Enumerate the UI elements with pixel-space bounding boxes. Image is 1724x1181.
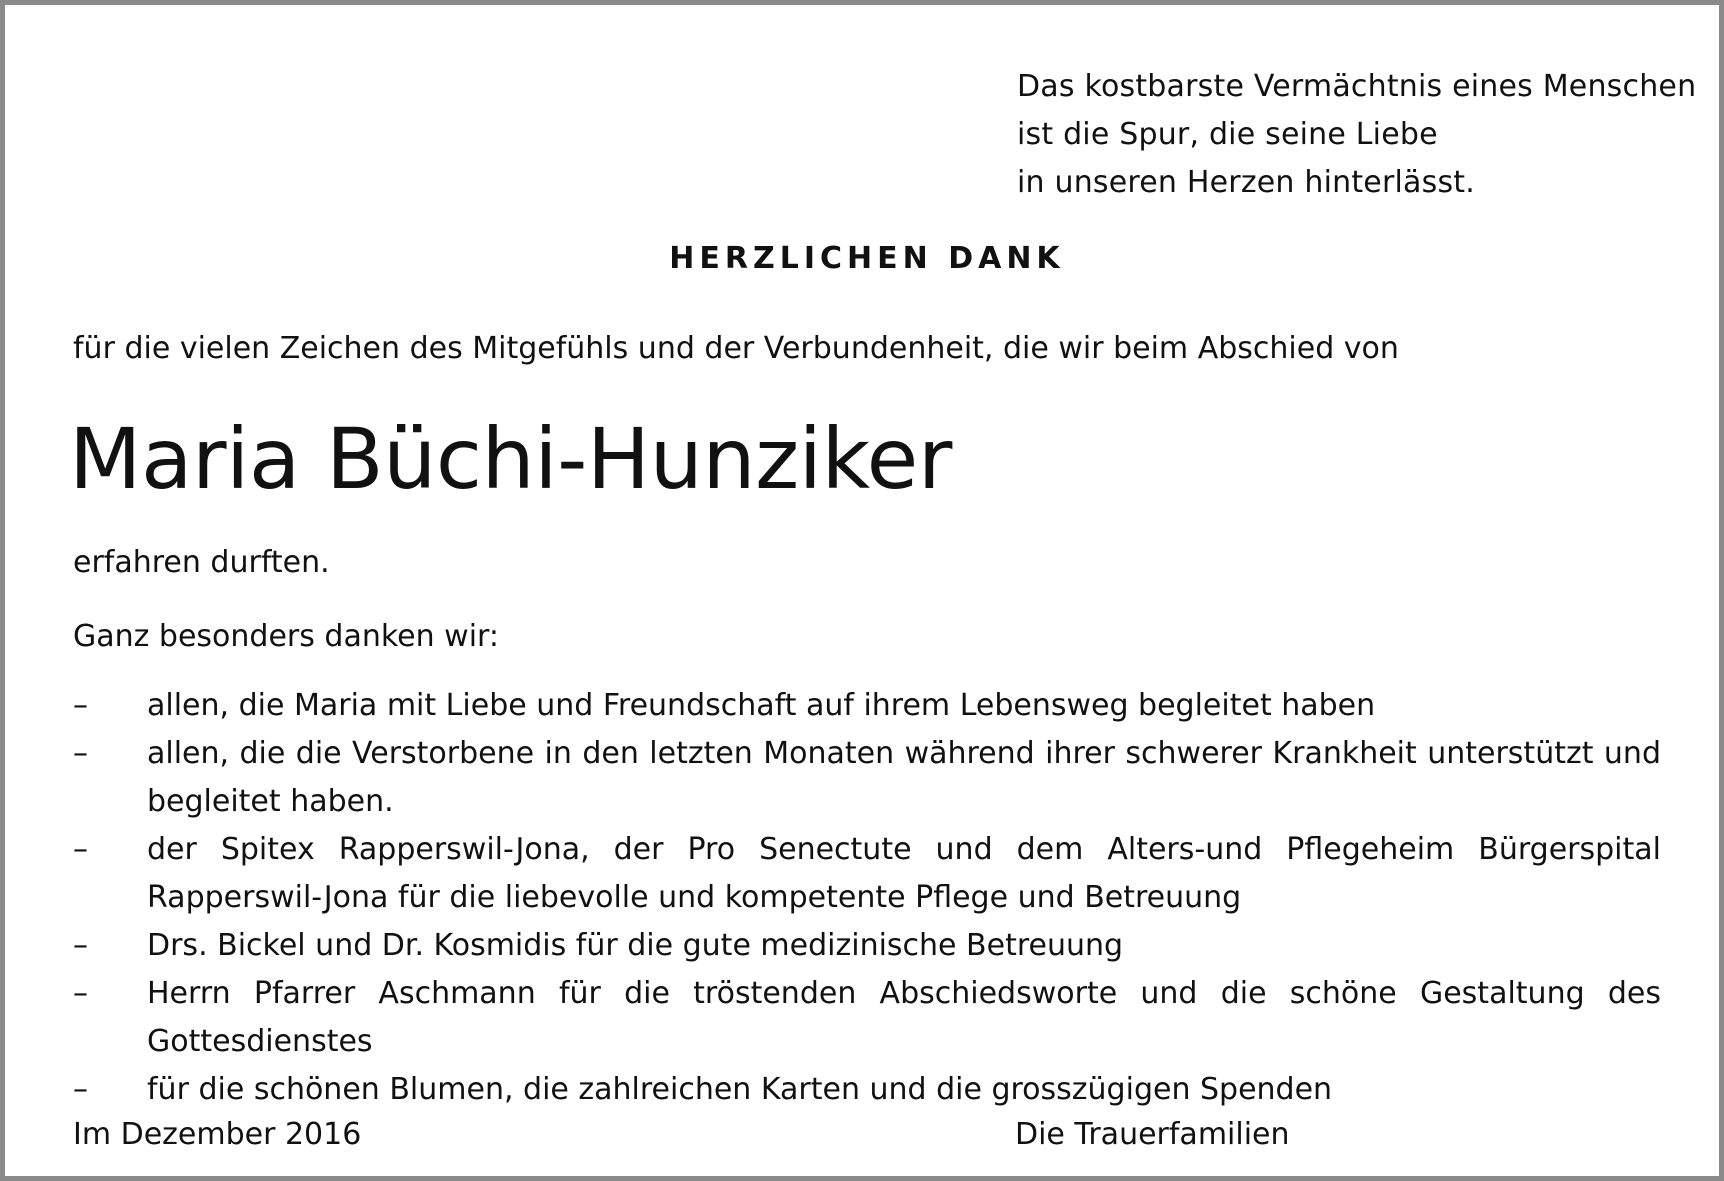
thanks-list [73,682,1661,1114]
thanks-item-text: allen, die Maria mit Liebe und Freundschaft auf ihrem Lebensweg begleitet haben [147,688,1376,723]
deceased-name: Maria Büchi-Hunziker [69,410,952,508]
thanks-item-text: für die schönen Blumen, die zahlreichen Karten und die grosszügigen Spenden [147,1072,1333,1107]
after-name-text: erfahren durften. [73,545,330,580]
dash-bullet: – [73,976,88,1011]
thanks-item-text: der Spitex Rapperswil-Jona, der Pro Senectute und dem Alters-und Pflegeheim Bürgerspital Rapperswil-Jona für die liebevolle und kompetente Pflege und Betreuung [147,832,1661,915]
thanks-item [73,1066,1661,1114]
thanks-item [73,922,1661,970]
notice-heading: HERZLICHEN DANK [669,241,1065,276]
thanks-lead: Ganz besonders danken wir: [73,619,499,654]
thanks-item [73,682,1661,730]
dash-bullet: – [73,688,88,723]
notice-date: Im Dezember 2016 [73,1117,362,1152]
dash-bullet: – [73,928,88,963]
thanks-item-text: Drs. Bickel und Dr. Kosmidis für die gute medizinische Betreuung [147,928,1124,963]
verse-line: Das kostbarste Vermächtnis eines Menschen [1017,69,1697,104]
thanks-item [73,970,1661,1066]
intro-text: für die vielen Zeichen des Mitgefühls und der Verbundenheit, die wir beim Abschied von [73,331,1399,366]
dash-bullet: – [73,832,88,867]
thanks-item [73,730,1661,826]
thanks-item-text: Herrn Pfarrer Aschmann für die tröstenden Abschiedsworte und die schöne Gestaltung des Gottesdienstes [147,976,1661,1059]
memorial-verse [1017,63,1696,207]
dash-bullet: – [73,1072,88,1107]
dash-bullet: – [73,736,88,771]
verse-line: in unseren Herzen hinterlässt. [1017,165,1475,200]
thanks-item-text: allen, die die Verstorbene in den letzten Monaten während ihrer schwerer Krankheit unterstützt und begleitet haben. [147,736,1661,819]
signature: Die Trauerfamilien [1015,1117,1290,1152]
verse-line: ist die Spur, die seine Liebe [1017,117,1438,152]
thanks-item [73,826,1661,922]
